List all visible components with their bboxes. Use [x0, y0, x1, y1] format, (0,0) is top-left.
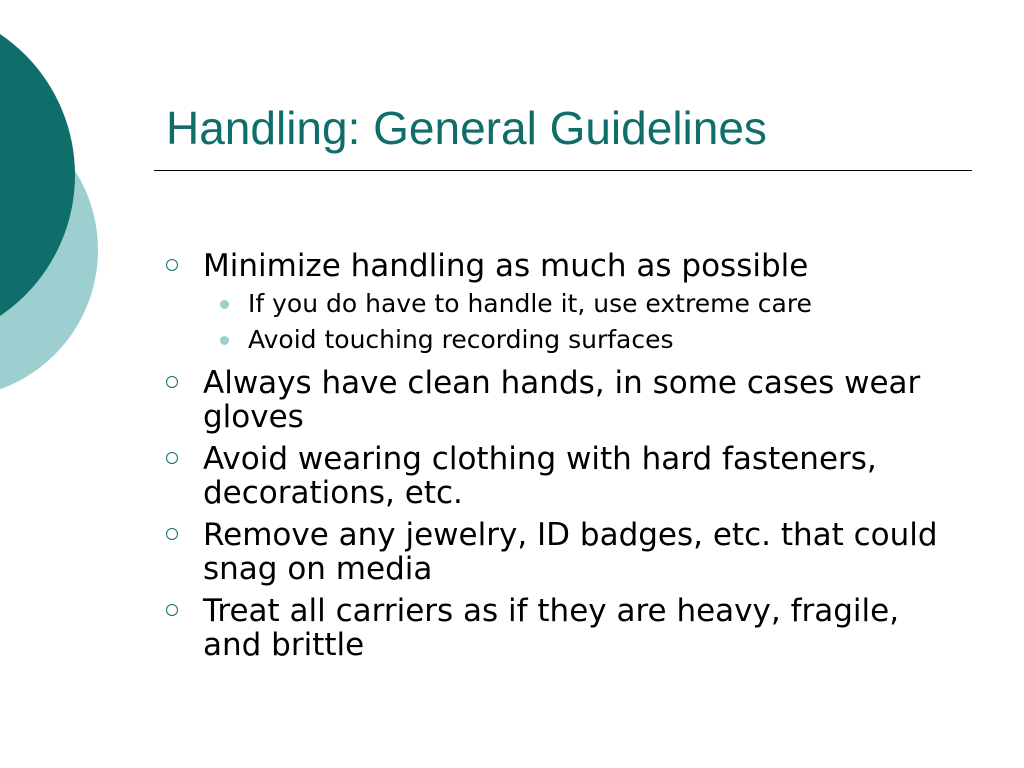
- sub-bullet-list: [203, 286, 966, 358]
- bullet-item: [166, 249, 966, 358]
- slide-title: Handling: General Guidelines: [166, 102, 767, 154]
- decorative-circles: [0, 0, 140, 420]
- bullet-item: [166, 442, 966, 510]
- bullet-text: Minimize handling as much as possible: [203, 248, 809, 284]
- sub-bullet-text: If you do have to handle it, use extreme care: [248, 289, 812, 318]
- bullet-item: [166, 366, 966, 434]
- hollow-circle-bullet-icon: [166, 452, 178, 464]
- hollow-circle-bullet-icon: [166, 259, 178, 271]
- hollow-circle-bullet-icon: [166, 376, 178, 388]
- sub-bullet-text: Avoid touching recording surfaces: [248, 325, 674, 354]
- title-divider: [154, 170, 972, 171]
- bullet-text: Remove any jewelry, ID badges, etc. that could snag on media: [203, 517, 938, 587]
- hollow-circle-bullet-icon: [166, 528, 178, 540]
- bullet-item: [166, 518, 966, 586]
- bullet-text: Always have clean hands, in some cases wear gloves: [203, 365, 921, 435]
- filled-dot-bullet-icon: [220, 300, 229, 309]
- sub-bullet-item: [203, 286, 966, 322]
- bullet-text: Avoid wearing clothing with hard fasteners, decorations, etc.: [203, 441, 877, 511]
- bullet-text: Treat all carriers as if they are heavy, fragile, and brittle: [203, 593, 900, 663]
- hollow-circle-bullet-icon: [166, 604, 178, 616]
- bullet-item: [166, 594, 966, 662]
- sub-bullet-item: [203, 322, 966, 358]
- bullet-list: [166, 249, 966, 670]
- filled-dot-bullet-icon: [220, 336, 229, 345]
